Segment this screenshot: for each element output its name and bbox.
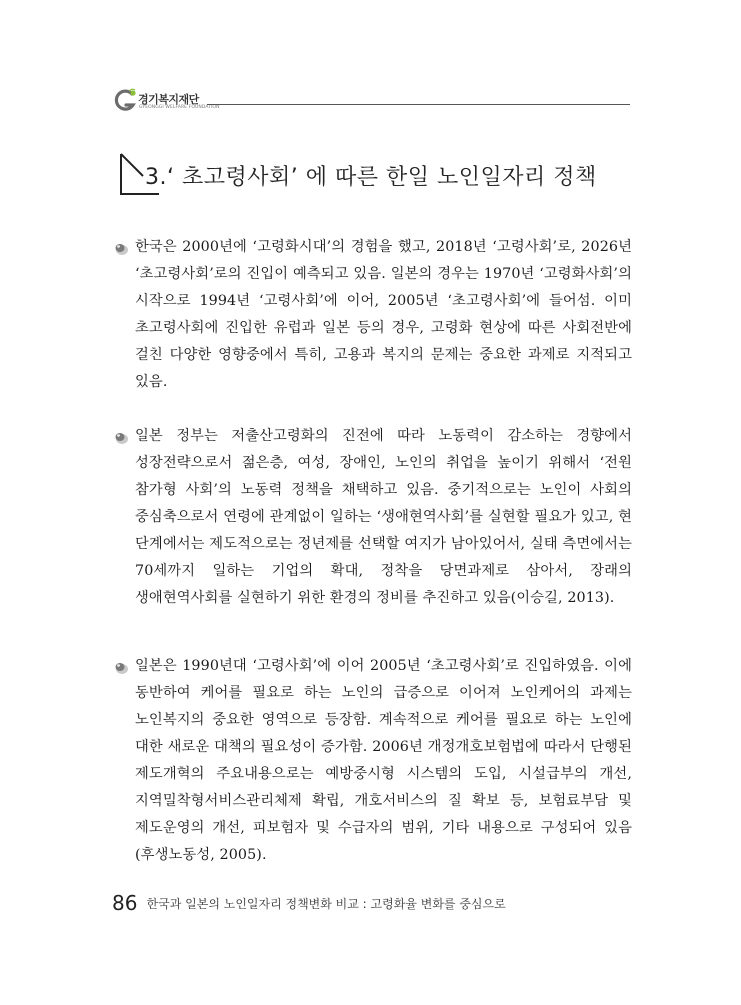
org-subtitle: GYEONGGI WELFARE FOUNDATION	[139, 105, 220, 110]
paragraph-text: 한국은 2000년에 ‘고령화시대’의 경험을 했고, 2018년 ‘고령사회’로, 2026년 ‘초고령사회’로의 진입이 예측되고 있음. 일본의 경우는 1970년 ‘고령화사회’의 시작으로 1994년 ‘고령사회’에 이어, 2005년 ‘초고령사회’에 들어섬. 이미 초고령사회에 진입한 유럽과 일본 등의 경우, 고령화 현상에 따른 사회전반에 걸친 다양한 영향중에서 특히, 고용과 복지의 문제는 중요한 과제로 지적되고 있음.	[135, 239, 632, 390]
page-number: 86	[112, 891, 138, 915]
page-footer	[112, 891, 632, 915]
running-title: 한국과 일본의 노인일자리 정책변화 비교 : 고령화율 변화를 중심으로	[146, 896, 506, 911]
foundation-logo-icon	[112, 88, 138, 114]
paragraph-2	[112, 423, 632, 612]
paragraph-text: 일본 정부는 저출산고령화의 진전에 따라 노동력이 감소하는 경향에서 성장전략으로서 젊은층, 여성, 장애인, 노인의 취업을 높이기 위해서 ‘전원 참가형 사회’의 노동력 정책을 채택하고 있음. 중기적으로는 노인이 사회의 중심축으로서 연령에 관계없이 일하는 ‘생애현역사회’를 실현할 필요가 있고, 현 단계에서는 제도적으로는 정년제를 선택할 여지가 남아있어서, 실태 측면에서는 70세까지 일하는 기업의 확대, 정착을 당면과제로 삼아서, 장래의 생애현역사회를 실현하기 위한 환경의 정비를 추진하고 있음(이승길, 2013).	[135, 428, 632, 606]
org-name: 경기복지재단	[138, 93, 199, 106]
bullet-dot-icon	[112, 431, 130, 445]
paragraph-text: 일본은 1990년대 ‘고령사회’에 이어 2005년 ‘초고령사회’로 진입하였음. 이에 동반하여 케어를 필요로 하는 노인의 급증으로 이어져 노인케어의 과제는 노인복지의 중요한 영역으로 등장함. 계속적으로 케어를 필요로 하는 노인에 대한 새로운 대책의 필요성이 증가함. 2006년 개정개호보험법에 따라서 단행된 제도개혁의 주요내용으로는 예방중시형 시스템의 도입, 시설급부의 개선, 지역밀착형서비스관리체제 확립, 개호서비스의 질 확보 등, 보험료부담 및 제도운영의 개선, 피보험자 및 수급자의 범위, 기타 내용으로 구성되어 있음(후생노동성, 2005).	[135, 658, 632, 863]
bullet-dot-icon	[112, 242, 130, 256]
page-header	[112, 88, 630, 118]
section-heading	[117, 150, 637, 200]
paragraph-1	[112, 234, 632, 396]
section-title: 3.‘ 초고령사회’ 에 따른 한일 노인일자리 정책	[145, 165, 597, 190]
paragraph-3	[112, 653, 632, 869]
bullet-dot-icon	[112, 661, 130, 675]
header-divider	[207, 104, 630, 105]
